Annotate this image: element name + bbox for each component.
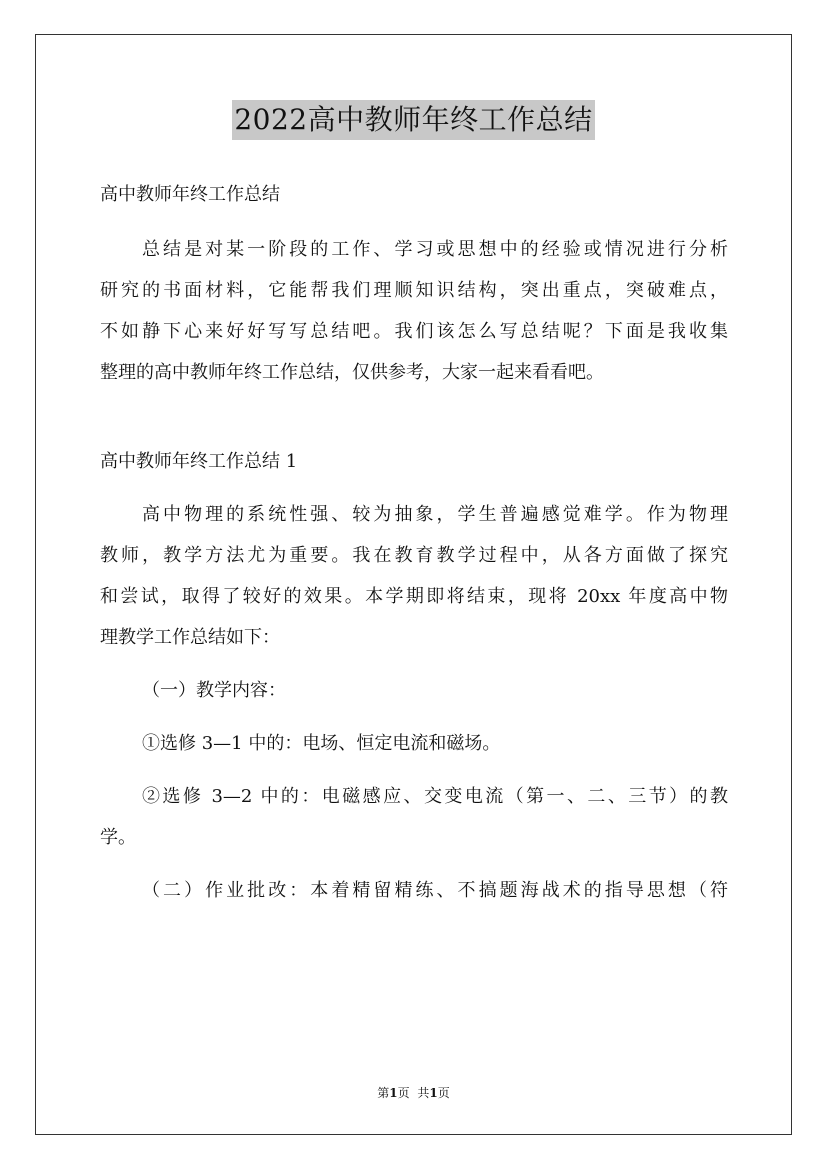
intro-heading: 高中教师年终工作总结 (100, 184, 280, 205)
section1-heading: 高中教师年终工作总结 1 (100, 451, 298, 472)
spacer (100, 658, 728, 670)
page-prefix: 第 (377, 1086, 390, 1100)
spacer (100, 858, 728, 870)
document-title: 2022高中教师年终工作总结 (232, 100, 594, 140)
intro-line-3: 不如静下心来好好写写总结吧。我们该怎么写总结呢？下面是我收集 (100, 321, 728, 342)
intro-line-4: 整理的高中教师年终工作总结，仅供参考，大家一起来看看吧。 (100, 362, 604, 383)
document-body (100, 174, 728, 911)
page-number: 1 (389, 1086, 398, 1100)
page-footer (0, 1084, 827, 1101)
page-suffix: 页 (397, 1086, 410, 1100)
list-item-2-line-1: ②选修 3—2 中的：电磁感应、交变电流（第一、二、三节）的教 (142, 786, 728, 807)
intro-line-1: 总结是对某一阶段的工作、学习或思想中的经验或情况进行分析 (142, 239, 728, 260)
list-item-2-line-2: 学。 (100, 827, 136, 848)
section1-line-1: 高中物理的系统性强、较为抽象，学生普遍感觉难学。作为物理 (142, 504, 728, 525)
list-item-1: ①选修 3—1 中的：电场、恒定电流和磁场。 (142, 733, 501, 754)
section1-line-2: 教师，教学方法尤为重要。我在教育教学过程中，从各方面做了探究 (100, 545, 728, 566)
spacer (100, 393, 728, 441)
spacer (100, 711, 728, 723)
total-suffix: 页 (437, 1086, 450, 1100)
homework-line: （二）作业批改：本着精留精练、不搞题海战术的指导思想（符 (142, 880, 728, 901)
spacer (100, 764, 728, 776)
total-pages: 1 (429, 1086, 438, 1100)
section1-line-4: 理教学工作总结如下： (100, 627, 280, 648)
total-prefix: 共 (417, 1086, 430, 1100)
section1-line-3: 和尝试，取得了较好的效果。本学期即将结束，现将 20xx 年度高中物 (100, 586, 728, 607)
teaching-content-heading: （一）教学内容： (142, 680, 286, 701)
intro-line-2: 研究的书面材料，它能帮我们理顺知识结构，突出重点，突破难点， (100, 280, 728, 301)
spacer (100, 482, 728, 494)
title-container (0, 100, 827, 140)
spacer (100, 215, 728, 229)
